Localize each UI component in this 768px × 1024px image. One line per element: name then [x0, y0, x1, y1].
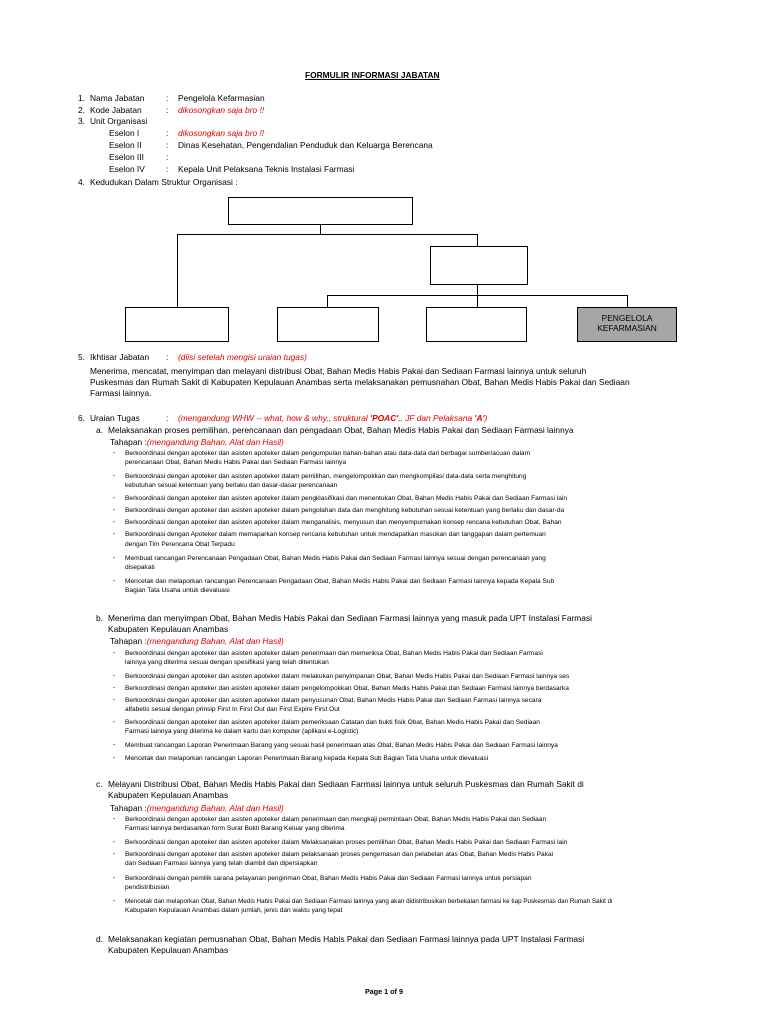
uraian-note-poac: 'POAC' [370, 413, 399, 423]
org-box-middle [430, 246, 528, 285]
step-line: dengan Tim Perencana Obat Terpadu [125, 541, 235, 548]
step-line: Membuat rancangan Perencanaan Pengadaan Obat, Bahan Medis Habis Pakai dan Sediaan Farmasi lainnya sesuai dengan perencanaan yang [125, 555, 546, 562]
eselon-colon: : [166, 152, 169, 162]
step-line: Berkoordinasi dengan pemilik sarana pelayanan pengiriman Obat, Bahan Medis Habis Pakai dan Sediaan Farmasi lainnya untuk persiapan [125, 875, 532, 882]
field-number: 2. [78, 105, 85, 115]
ikhtisar-colon: : [166, 352, 169, 362]
bullet: - [113, 875, 116, 882]
org-line [477, 295, 478, 307]
ikhtisar-text-line: Puskesmas dan Rumah Sakit di Kabupaten Kepulauan Anambas serta melaksanakan pemusnahan Obat, Bahan Medis Habis Pakai dan Sediaan [90, 377, 630, 387]
org-box-highlight-line1: PENGELOLA [601, 313, 653, 323]
eselon-label: Eselon II [109, 140, 142, 150]
org-line [177, 234, 478, 235]
org-box-highlight-line2: KEFARMASIAN [597, 323, 657, 333]
org-box-bottom-1 [125, 307, 229, 342]
tahapan-label [110, 437, 284, 447]
bullet: - [113, 816, 116, 823]
eselon-colon: : [166, 140, 169, 150]
tahapan-label [110, 636, 284, 646]
org-line [327, 295, 328, 307]
uraian-note-end: ) [484, 413, 488, 423]
task-title-line: Melaksanakan kegiatan pemusnahan Obat, Bahan Medis Habis Pakai dan Sediaan Farmasi lainnya pada UPT Instalasi Farmasi [108, 934, 585, 944]
step-line: Mencetak dan melaporkan Obat, Bahan Medis Habis Pakai dan Sediaan Farmasi lainnya yang akan didistribusikan berbekalan farmasi ke tiap Puskesmas dan Rumah Sakit di [125, 898, 613, 905]
field-colon: : [166, 105, 169, 115]
step-line: Berkoordinasi dengan apoteker dan asisten apoteker dalam pengelompokkan Obat, Bahan Medis Habis Pakai dan Sediaan Farmasi lainnya berdasarka [125, 685, 569, 692]
field-number: 3. [78, 116, 85, 126]
bullet: - [113, 719, 116, 726]
tahapan-note: (mengandung Bahan, Alat dan Hasil) [146, 803, 284, 813]
org-box-bottom-2 [277, 307, 379, 342]
uraian-number: 6. [78, 413, 85, 423]
step-line: Berkoordinasi dengan apoteker dan asisten apoteker dalam menganalisis, menyusun dan menyempurnakan konsep rencana kebutuhan Obat, Bahan [125, 519, 562, 526]
step-line: Berkoordinasi dengan apoteker dan asisten apoteker dalam pemilihan, mengelompokkan dan mengkompilasi data-data serta menghitung [125, 473, 527, 480]
bullet: - [113, 742, 116, 749]
step-line: Berkoordinasi dengan apoteker dan asisten apoteker dalam pengklasifikasi dan menentukan Obat, Bahan Medis Habis Pakai dan Sediaan Farmasi lain [125, 495, 568, 502]
step-line: Berkoordinasi dengan apoteker dan asisten apoteker dalam penerimaan dan memeriksa Obat, Bahan Medis Habis Pakai dan Sediaan Farmasi [125, 650, 543, 657]
ikhtisar-text-line: Menerima, mencatat, menyimpan dan melayani distribusi Obat, Bahan Medis Habis Pakai dan Sediaan Farmasi lainnya untuk seluruh [90, 366, 587, 376]
task-title-line: Melaksanakan proses pemilihan, perencanaan dan pengadaan Obat, Bahan Medis Habis Pakai dan Sediaan Farmasi lainnya [108, 425, 574, 435]
org-line [477, 234, 478, 246]
bullet: - [113, 578, 116, 585]
field-label: Kode Jabatan [90, 105, 142, 115]
step-line: Berkoordinasi dengan apoteker dan asisten apoteker dalam pengumpulan bahan-bahan atau data-data dari berbagai sumber/acuan dalam [125, 450, 531, 457]
step-line: Berkoordinasi dengan apoteker dan asisten apoteker dalam pengolahan data dan menghitung kebutuhan sesuai ketentuan yang berlaku dan dasar-da [125, 507, 565, 514]
uraian-label: Uraian Tugas [90, 413, 140, 423]
step-line: Kabupaten Kepulauan Anambas dalam jumlah, jenis dan waktu yang tepat [125, 907, 343, 914]
org-box-bottom-3 [426, 307, 527, 342]
step-line: Berkoordinasi dengan Apoteker dalam memaparkan konsep rencana kebutuhan untuk mendapatkan masukan dan tanggapan dalam pertemuan [125, 531, 546, 538]
step-line: Berkoordinasi dengan apoteker dan asisten apoteker dalam Melaksanakan proses pemilihan Obat, Bahan Medis Habis Pakai dan Sediaan Farmasi lain [125, 839, 568, 846]
org-line [177, 234, 178, 307]
task-letter: d. [96, 934, 103, 944]
step-line: Berkoordinasi dengan apoteker dan asisten apoteker dalam penyusunan Obat, Bahan Medis Habis Pakai dan Sediaan Farmasi lainnya secara [125, 697, 542, 704]
task-letter: a. [96, 425, 103, 435]
step-line: Farmasi lainnya berdasarkan form Surat Bukti Barang Keluar yang diterima [125, 825, 345, 832]
field-label: Nama Jabatan [90, 93, 145, 103]
step-line: Mencetak dan melaporkan rancangan Laporan Penerimaan Barang kepada Kepala Sub Bagian Tata Usaha untuk dievaluasi [125, 755, 489, 762]
step-line: Berkoordinasi dengan apoteker dan asisten apoteker dalam pelaksanaan proses pengemasan dan pelabelan atas Obat, Bahan Medis Habis Pakai [125, 851, 554, 858]
task-letter: c. [96, 779, 103, 789]
page-number: Page 1 of 9 [365, 987, 403, 996]
field-number: 1. [78, 93, 85, 103]
bullet: - [113, 898, 116, 905]
tahapan-label-text: Tahapan : [110, 803, 147, 813]
bullet: - [113, 673, 116, 680]
bullet: - [113, 450, 116, 457]
step-line: Bagian Tata Usaha untuk dievaluasi [125, 587, 230, 594]
task-title-line: Kabupaten Kepulauan Anambas [108, 624, 229, 634]
bullet: - [113, 650, 116, 657]
bullet: - [113, 473, 116, 480]
eselon-value: Dinas Kesehatan, Pengendalian Penduduk dan Keluarga Berencana [178, 140, 433, 150]
field-value: Pengelola Kefarmasian [178, 93, 265, 103]
step-line: alfabetis sesuai dengan prinsip First In First Out dan First Expire First Out [125, 706, 340, 713]
step-line: Farmasi lainnya yang diterima ke dalam kartu dan komputer (aplikasi e-Logistic) [125, 728, 359, 735]
eselon-label: Eselon I [109, 128, 140, 138]
kedudukan-number: 4. [78, 177, 85, 187]
org-box-highlight [577, 307, 677, 342]
tahapan-label-text: Tahapan : [110, 437, 147, 447]
step-line: Berkoordinasi dengan apoteker dan asisten apoteker dalam melakukan penyimpanan Obat, Bahan Medis Habis Pakai dan Sediaan Farmasi lainnya ses [125, 673, 570, 680]
eselon-value: dikosongkan saja bro !! [178, 128, 265, 138]
task-title-line: Kabupaten Kepulauan Anambas [108, 945, 229, 955]
step-line: lainnya yang diterima sesuai dengan spesifikasi yang telah ditentukan [125, 659, 329, 666]
uraian-note-mid: ,, JF dan Pelaksana [398, 413, 475, 423]
task-title-line: Menerima dan menyimpan Obat, Bahan Medis Habis Pakai dan Sediaan Farmasi lainnya yang masuk pada UPT Instalasi Farmasi [108, 613, 592, 623]
step-line: disepakati [125, 564, 155, 571]
step-line: Berkoordinasi dengan apoteker dan asisten apoteker dalam pemeriksaan Catatan dan bukti fisik Obat, Bahan Medis Habis Pakai dan Sediaan [125, 719, 540, 726]
uraian-note-a: 'A' [474, 413, 485, 423]
uraian-colon: : [166, 413, 169, 423]
field-colon: : [166, 93, 169, 103]
bullet: - [113, 697, 116, 704]
step-line: perencanaan Obat, Bahan Medis Habis Pakai dan Sediaan Farmasi lainnya [125, 459, 347, 466]
bullet: - [113, 507, 116, 514]
field-value: dikosongkan saja bro !! [178, 105, 265, 115]
uraian-note [178, 413, 487, 423]
bullet: - [113, 555, 116, 562]
bullet: - [113, 851, 116, 858]
step-line: dan Sediaan Farmasi lainnya yang telah diambil dan dipersiapkan [125, 860, 318, 867]
uraian-note-pre: (mengandung WHW -- what, how & why,, struktural [178, 413, 371, 423]
task-title-line: Melayani Distribusi Obat, Bahan Medis Habis Pakai dan Sediaan Farmasi lainnya untuk seluruh Puskesmas dan Rumah Sakit di [108, 779, 584, 789]
eselon-colon: : [166, 128, 169, 138]
task-title-line: Kabupaten Kepulauan Anambas [108, 790, 229, 800]
ikhtisar-label: Ikhtisar Jabatan [90, 352, 150, 362]
eselon-label: Eselon III [109, 152, 144, 162]
ikhtisar-note: (diisi setelah mengisi uraian tugas) [178, 352, 307, 362]
tahapan-label [110, 803, 284, 813]
bullet: - [113, 519, 116, 526]
org-box-top [228, 197, 413, 225]
step-line: pendistribusian [125, 884, 170, 891]
step-line: kebutuhan sesuai ketentuan yang berlaku dan dasar-dasar perencanaan [125, 482, 338, 489]
bullet: - [113, 685, 116, 692]
eselon-label: Eselon IV [109, 164, 145, 174]
ikhtisar-text-line: Farmasi lainnya. [90, 388, 152, 398]
bullet: - [113, 839, 116, 846]
field-label: Unit Organisasi [90, 116, 148, 126]
bullet: - [113, 495, 116, 502]
tahapan-note: (mengandung Bahan, Alat dan Hasil) [146, 636, 284, 646]
tahapan-note: (mengandung Bahan, Alat dan Hasil) [146, 437, 284, 447]
task-letter: b. [96, 613, 103, 623]
tahapan-label-text: Tahapan : [110, 636, 147, 646]
step-line: Membuat rancangan Laporan Penerimaan Barang yang sesuai hasil penerimaan atas Obat, Bahan Medis Habis Pakai dan Sediaan Farmasi lainnya [125, 742, 558, 749]
ikhtisar-number: 5. [78, 352, 85, 362]
page-title: FORMULIR INFORMASI JABATAN [305, 70, 440, 80]
eselon-value: Kepala Unit Pelaksana Teknis Instalasi Farmasi [178, 164, 355, 174]
org-line [627, 295, 628, 307]
kedudukan-label: Kedudukan Dalam Struktur Organisasi : [90, 177, 238, 187]
bullet: - [113, 755, 116, 762]
bullet: - [113, 531, 116, 538]
step-line: Berkoordinasi dengan apoteker dan asisten apoteker dalam penerimaan dan mengkaji permintaan Obat, Bahan Medis Habis Pakai dan Sediaan [125, 816, 547, 823]
eselon-colon: : [166, 164, 169, 174]
step-line: Mencetak dan melaporkan rancangan Perencanaan Pengadaan Obat, Bahan Medis Habis Pakai dan Sediaan Farmasi lainnya kepada Kepala Sub [125, 578, 555, 585]
